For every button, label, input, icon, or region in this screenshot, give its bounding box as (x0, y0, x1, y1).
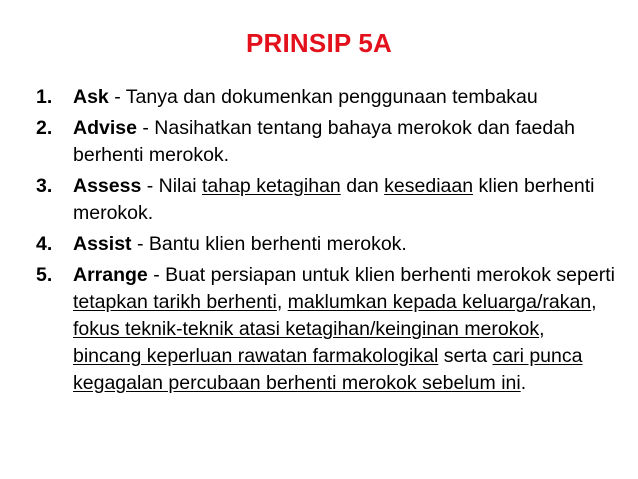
item-text (73, 115, 616, 169)
item-description: serta (438, 345, 493, 367)
item-number: 3. (36, 175, 53, 197)
item-term: Assess (73, 175, 142, 197)
item-description: , (276, 291, 288, 313)
item-term: Arrange (73, 264, 148, 286)
item-term: Assist (73, 233, 132, 255)
underlined-phrase: tahap ketagihan (201, 175, 341, 197)
item-description: klien berhenti merokok. (73, 175, 595, 224)
underlined-phrase: cari punca kegagalan percubaan berhenti merokok sebelum ini (73, 345, 583, 394)
item-description: - Buat persiapan untuk klien berhenti merokok seperti (147, 264, 615, 286)
slide-title: PRINSIP 5A (245, 28, 392, 58)
item-text (73, 231, 616, 258)
underlined-phrase: bincang keperluan rawatan farmakologikal (73, 345, 439, 367)
item-description: - Bantu klien berhenti merokok. (131, 233, 407, 255)
item-number: 4. (36, 233, 53, 255)
item-text (73, 173, 616, 227)
item-description: - Tanya dan dokumenkan penggunaan tembakau (108, 86, 538, 108)
item-number: 1. (36, 86, 53, 108)
list-item-arrange (36, 262, 616, 397)
underlined-phrase: kesediaan (384, 175, 474, 197)
item-description: , (591, 291, 597, 313)
item-text (73, 262, 616, 397)
list-item-advise (36, 115, 616, 169)
item-description: , (539, 318, 545, 340)
item-term: Advise (73, 117, 137, 139)
list-item-assist (36, 231, 616, 258)
underlined-phrase: maklumkan kepada keluarga/rakan (287, 291, 592, 313)
item-description: . (520, 372, 527, 394)
item-term: Ask (73, 86, 109, 108)
item-text (73, 84, 616, 111)
principle-list (36, 84, 616, 401)
underlined-phrase: fokus teknik-teknik atasi ketagihan/keinginan merokok (73, 318, 540, 340)
item-number: 2. (36, 117, 53, 139)
list-item-assess (36, 173, 616, 227)
item-description: - Nasihatkan tentang bahaya merokok dan faedah berhenti merokok. (73, 117, 575, 166)
underlined-phrase: tetapkan tarikh berhenti (73, 291, 277, 313)
list-item-ask (36, 84, 616, 111)
item-description: - Nilai (141, 175, 202, 197)
item-number: 5. (36, 264, 53, 286)
item-description: dan (340, 175, 385, 197)
